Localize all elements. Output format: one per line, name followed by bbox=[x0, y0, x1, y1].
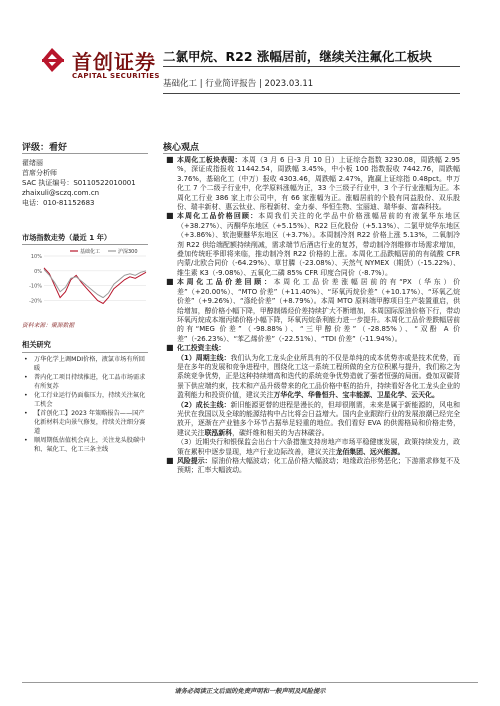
footer-disclaimer: 请务必阅读正文后面的免责声明和一般声明及风险提示 bbox=[174, 688, 326, 695]
para-weekly-performance: ■ 本周化工板块表现：本周（3 月 6 日-3 月 10 日）上证综合指数 3230.08，周跌幅 2.95 %，深证成指报收 11442.54，周跌幅 3.45%，中小板 100 指数报收 7442.76，周跌幅 3.76%，基础化工（中万）报收 4303.46，周跌幅 2.47%，跑赢上证综指 0.48pct。申万化工 7 个二级子行业中，化学原料涨幅为正，33 个三级子行业中，3 个子行业涨幅为正。本周化工行业 386 家上市公司中，有 66 家涨幅为正。涨幅居前的个股有同益股份、双乐股份、瑞丰新材、惠云钛业、彤程新材、金力泰、华恒生物、宝丽迪、瑞华泰、富森科技。 bbox=[166, 155, 460, 212]
rating bbox=[22, 140, 67, 153]
y-tick-label: 0% bbox=[34, 268, 42, 275]
para-price-review: ■ 本周化工品价格回顾：本周我们关注的化学品中价格涨幅居前的有液氯华东地区（+38.27%）、丙酮华东地区（+5.15%）、R22 巨化股份（+5.13%）、二氯甲烷华东地区（+3.86%）、软泡聚醚华东地区（+3.7%）。本周制冷剂 R22 价格上涨 5.13%，二氧制冷剂 R22 供给端配额持续削减，需求端节后酒店行业的复苏，带动制冷剂维修市场需求增加，叠加传统旺季即将来临，推动制冷剂 R22 价格的上涨。本周化工品跌幅居前的有硫酸 CFR 内蒙/北欧合同价（-64.29%）、草甘膦（-23.08%）、天然气 NYMEX（期货）（-15.22%）、维生素 K3（-9.08%）、五氧化二磷 85% CFR 印度合同价（-8.7%）。 bbox=[166, 211, 461, 277]
legend-label: 基础化工 bbox=[80, 249, 101, 255]
para-growth-line: （2）成长主线：新旧能源更替的进程是漫长的，但却很刚需，未来是属于新能源的，风电和光伏在我国以及全球的能源结构中占比将会日益增大。国内企业跟踪行业的发展浪潮已经完全放开，逐渐在产业链多个环节占据举足轻重的地位。我们看好 EVA 的供需格局和价格走势，建议关注联泓新科，碳纤维和相关的为吉林碳谷。 bbox=[177, 400, 460, 437]
related-item[interactable]: • 化工行业运行仍面临压力，持续关注氟化工机会 bbox=[24, 392, 146, 408]
divider bbox=[22, 244, 148, 245]
divider bbox=[163, 153, 460, 154]
related-item[interactable]: • 【首创化工】2023 年策略报告——国产化新材料走向景气修复，持续关注细分赛道 bbox=[24, 410, 146, 435]
para-risk: ■ 风险提示：原油价格大幅波动；化工品价格大幅波动；地缘政治形势恶化；下游需求修复不及预期；汇率大幅波动。 bbox=[166, 456, 460, 475]
related-item[interactable]: • 顺周期低估值机会向上，关注龙头股碳中和、氟化工、化工三条主线 bbox=[24, 437, 146, 453]
chart-title: 市场指数走势（最近 1 年） bbox=[22, 233, 112, 242]
bullet-icon: • bbox=[24, 356, 28, 363]
y-tick-label: -10% bbox=[29, 283, 42, 290]
para-spread-review: ■ 本周化工品价差回顾：本周化工品价差涨幅居前的有“PX（华东）价差”（+20.00%）、“MTO 价差”（+11.40%）、“环氧丙烷价差”（+10.17%）、“环氧乙烷价差”（+9.26%）、“涤纶价差”（+8.79%）。本周 MTO 原料端甲醇项目生产装置重启，供给增加，醇价格小幅下降，甲醇制烯烃价差持续扩大不断增加，本周国际原油价格下行，带动环氧丙烷成本端丙烯价格小幅下降，环氧丙烷条利能力进一步提升。本周化工品价差跌幅居前的有“MEG 价差”（-98.88%）、“三甲醇价差”（-28.85%）、“双酚 A 价差”（-26.23%）、“苯乙烯价差”（-22.51%）、“TDI 价差”（-11.94%）。 bbox=[166, 277, 460, 343]
related-list bbox=[22, 355, 148, 454]
core-title: 核心观点 bbox=[163, 143, 200, 153]
bullet-icon: ■ bbox=[166, 456, 174, 465]
logo-subtext: CAPITAL SECURITIES bbox=[72, 72, 160, 80]
report-subtitle: 基础化工 | 行业简评报告 | 2023.03.11 bbox=[163, 79, 314, 89]
analyst-sac: SAC 执证编号：S0110522010001 bbox=[22, 179, 136, 187]
related-item[interactable]: • 普内化工项目持续推进，化工品市场需求有所复苏 bbox=[24, 374, 146, 390]
divider bbox=[22, 352, 148, 353]
y-tick-label: 10% bbox=[30, 254, 42, 260]
analyst-name: 翟绪丽 bbox=[22, 159, 43, 167]
bullet-icon: ■ bbox=[166, 277, 174, 287]
analyst-phone: 电话：010-81152683 bbox=[22, 199, 95, 207]
related-item[interactable]: • 万华化学上调MDI价格，液氯市场有所回暖 bbox=[24, 356, 145, 372]
chart-source: 资料来源：聚源数据 bbox=[22, 323, 75, 329]
rating-value: 看好 bbox=[49, 143, 68, 153]
analyst-role: 首席分析师 bbox=[22, 169, 57, 177]
logo-text: 首创证券 bbox=[72, 50, 156, 74]
bullet-icon: • bbox=[24, 392, 28, 399]
para-investment-lines: ■ 化工投资主线： bbox=[166, 343, 226, 353]
rating-label: 评级： bbox=[22, 143, 50, 153]
bullet-icon: ■ bbox=[166, 343, 174, 353]
y-tick-label: -20% bbox=[29, 298, 42, 305]
bullet-icon: • bbox=[24, 410, 28, 417]
core-body bbox=[163, 156, 460, 476]
legend-label: 沪深300 bbox=[118, 249, 138, 255]
logo-icon bbox=[38, 44, 68, 74]
related-title: 相关研究 bbox=[22, 340, 51, 349]
series-line-1 bbox=[44, 269, 146, 297]
bullet-icon: ■ bbox=[166, 155, 174, 164]
market-trend-chart bbox=[22, 246, 150, 316]
bullet-icon: • bbox=[24, 437, 28, 444]
report-title: 二氯甲烷、R22 涨幅居前，继续关注氟化工板块 bbox=[163, 49, 432, 64]
para-cycle-line: （1）周期主线：我们认为化工龙头企业所具有的不仅是单纯的成本优势亦或是技术优势，而是在多年的发展和竞争进程中，围绕化工这一系统工程所做的全方位积累与提升，我们称之为系统竞争优势，正是这种持续增高和迭代的系统竞争优势造就了强者恒强的局面。叠加双碳背景下供应端约束，技术和产品升级带来的化工品价格中枢的抬升，持续看好各化工龙头企业的盈利能力和投资价值，建议关注万华化学、华鲁恒升、宝丰能源、卫星化学、云天化。 bbox=[177, 353, 460, 400]
analyst-email[interactable]: zhaixuli@sczq.com.cn bbox=[22, 189, 100, 197]
divider bbox=[163, 66, 460, 67]
bullet-icon: • bbox=[24, 374, 28, 381]
para-property-line: （3）近期央行和银保监会出台十六条措施支持房地产市场平稳健康发展，政策持续发力，政策在累积中逐步显现，地产行业边际改善，建议关注龙佰集团、远兴能源。 bbox=[177, 438, 460, 456]
bullet-icon: ■ bbox=[166, 211, 174, 221]
divider bbox=[22, 682, 478, 683]
divider bbox=[163, 93, 460, 94]
divider bbox=[22, 153, 148, 154]
